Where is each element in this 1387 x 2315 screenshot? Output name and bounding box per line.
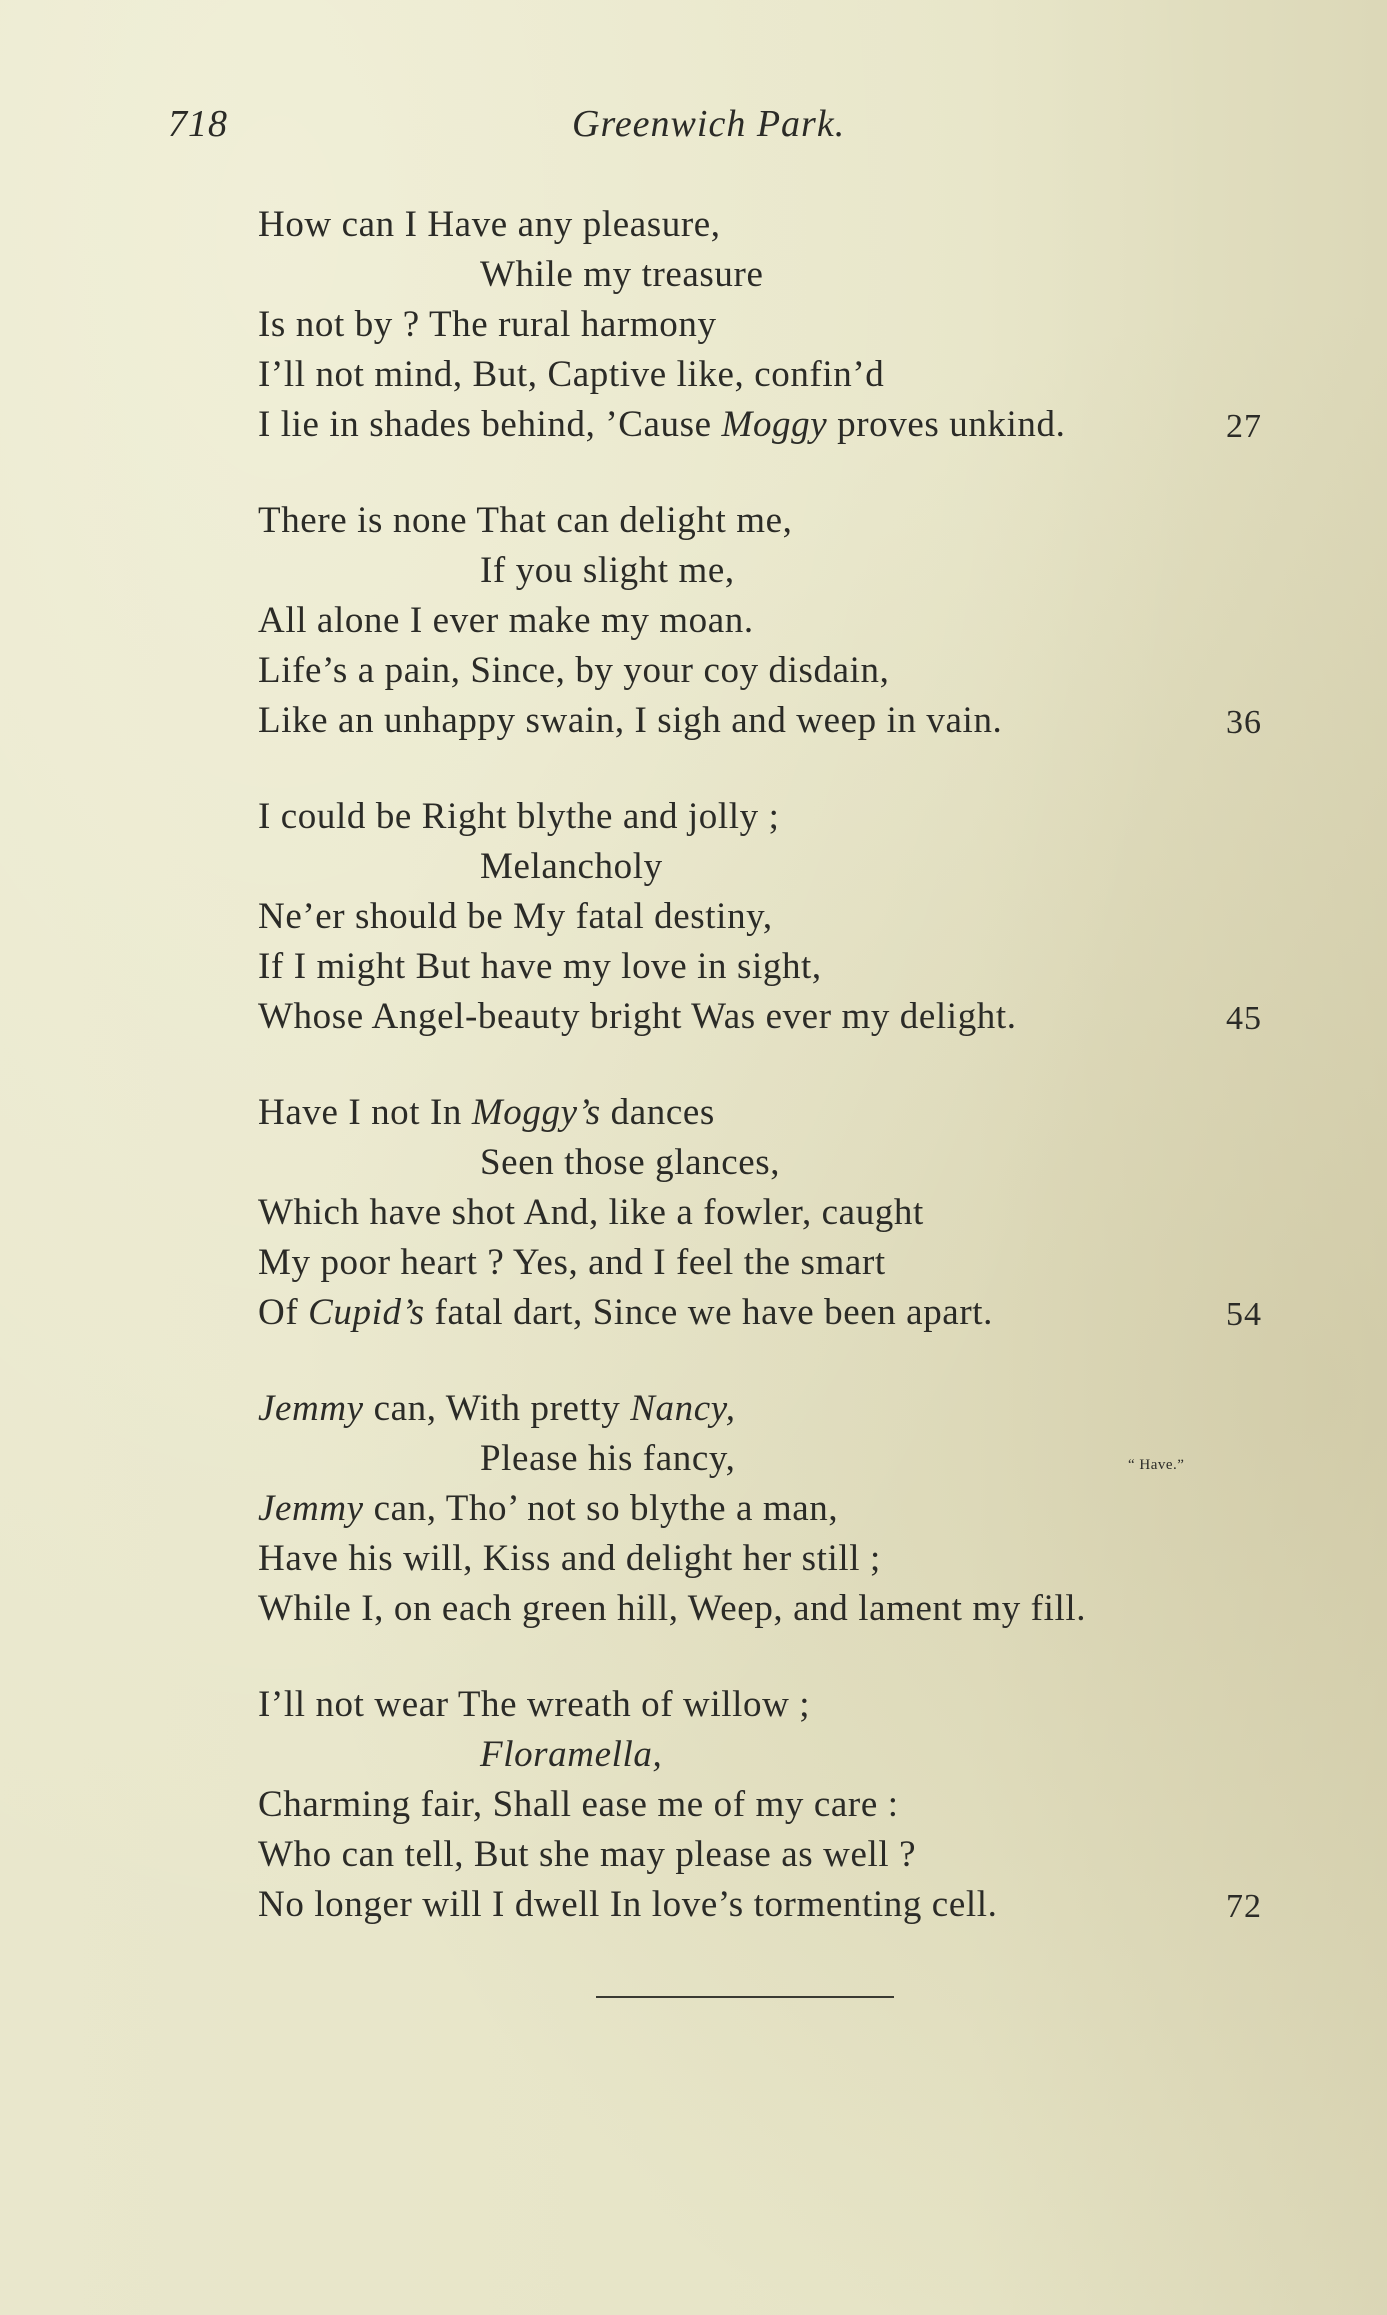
text-run: How can I Have any pleasure,	[258, 204, 721, 245]
poem-line	[0, 842, 1387, 892]
stanza-1	[0, 200, 1387, 450]
text-run: I’ll not mind, But, Captive like, confin’d	[258, 354, 885, 395]
line-number: 54	[1226, 1296, 1262, 1333]
text-run: Is not by ? The rural harmony	[258, 304, 717, 345]
text-run: If I might But have my love in sight,	[258, 946, 822, 987]
text-run: No longer will I dwell In love’s tormenting cell.	[258, 1884, 998, 1925]
poem-line	[0, 200, 1387, 250]
text-run: While my treasure	[480, 254, 764, 295]
text-run: All alone I ever make my moan.	[258, 600, 754, 641]
running-head	[0, 102, 1387, 152]
text-run: Ne’er should be My fatal destiny,	[258, 896, 773, 937]
stanza-5	[0, 1384, 1387, 1634]
poem-line	[0, 400, 1387, 450]
text-run: There is none That can delight me,	[258, 500, 793, 541]
running-title: Greenwich Park.	[572, 103, 846, 145]
line-number: 36	[1226, 704, 1262, 741]
text-run: Have his will, Kiss and delight her still ;	[258, 1538, 881, 1579]
poem-line	[0, 1188, 1387, 1238]
text-run: I lie in shades behind, ’Cause	[258, 404, 722, 445]
text-run: Whose Angel-beauty bright Was ever my delight.	[258, 996, 1017, 1037]
poem-line	[0, 892, 1387, 942]
stanza-3	[0, 792, 1387, 1042]
poem-line	[0, 1534, 1387, 1584]
stanza-4	[0, 1088, 1387, 1338]
stanza-2	[0, 496, 1387, 746]
line-number: 27	[1226, 408, 1262, 445]
text-run: Like an unhappy swain, I sigh and weep in vain.	[258, 700, 1003, 741]
italic-text: Jemmy	[258, 1388, 364, 1429]
page-number: 718	[168, 103, 228, 145]
poem-line	[0, 496, 1387, 546]
text-run: I’ll not wear The wreath of willow ;	[258, 1684, 811, 1725]
poem-line	[0, 1384, 1387, 1434]
poem-line	[0, 250, 1387, 300]
text-run: dances	[600, 1092, 715, 1133]
line-number: 45	[1226, 1000, 1262, 1037]
poem-line	[0, 646, 1387, 696]
text-run: fatal dart, Since we have been apart.	[424, 1292, 993, 1333]
poem-line	[0, 992, 1387, 1042]
poem-line	[0, 1088, 1387, 1138]
poem-line	[0, 696, 1387, 746]
italic-text: Floramella,	[480, 1734, 663, 1775]
text-run: My poor heart ? Yes, and I feel the smart	[258, 1242, 886, 1283]
text-run: can, With pretty	[363, 1388, 631, 1429]
poem-line	[0, 1238, 1387, 1288]
poem-line	[0, 1730, 1387, 1780]
poem-line	[0, 942, 1387, 992]
marginal-note: “ Have.”	[1128, 1457, 1185, 1473]
text-run: Charming fair, Shall ease me of my care :	[258, 1784, 899, 1825]
poem-line	[0, 1288, 1387, 1338]
text-run: While I, on each green hill, Weep, and lament my fill.	[258, 1588, 1087, 1629]
text-run: can, Tho’ not so blythe a man,	[363, 1488, 839, 1529]
text-run: Have I not In	[258, 1092, 472, 1133]
poem-line	[0, 1880, 1387, 1930]
poem-line	[0, 1584, 1387, 1634]
text-run: Life’s a pain, Since, by your coy disdain,	[258, 650, 890, 691]
text-run: Seen those glances,	[480, 1142, 781, 1183]
text-run: Melancholy	[480, 846, 663, 887]
poem-line	[0, 1780, 1387, 1830]
text-run: Which have shot And, like a fowler, caught	[258, 1192, 924, 1233]
italic-text: Cupid’s	[308, 1292, 425, 1333]
italic-text: Jemmy	[258, 1488, 364, 1529]
section-divider	[596, 1996, 894, 1998]
text-run: I could be Right blythe and jolly ;	[258, 796, 780, 837]
poem-line	[0, 546, 1387, 596]
poem-line	[0, 350, 1387, 400]
poem-line	[0, 1830, 1387, 1880]
italic-text: Moggy	[721, 404, 828, 445]
text-run: Who can tell, But she may please as well ?	[258, 1834, 917, 1875]
text-run: If you slight me,	[480, 550, 735, 591]
poem-line	[0, 1680, 1387, 1730]
poem-line	[0, 1138, 1387, 1188]
italic-text: Moggy’s	[471, 1092, 601, 1133]
stanza-6	[0, 1680, 1387, 1930]
poem-line	[0, 596, 1387, 646]
text-run: Of	[258, 1292, 309, 1333]
poem-line	[0, 300, 1387, 350]
poem-line	[0, 1434, 1387, 1484]
italic-text: Nancy,	[630, 1388, 736, 1429]
text-run: proves unkind.	[827, 404, 1066, 445]
poem-line	[0, 1484, 1387, 1534]
line-number: 72	[1226, 1888, 1262, 1925]
text-run: Please his fancy,	[480, 1438, 736, 1479]
poem-line	[0, 792, 1387, 842]
